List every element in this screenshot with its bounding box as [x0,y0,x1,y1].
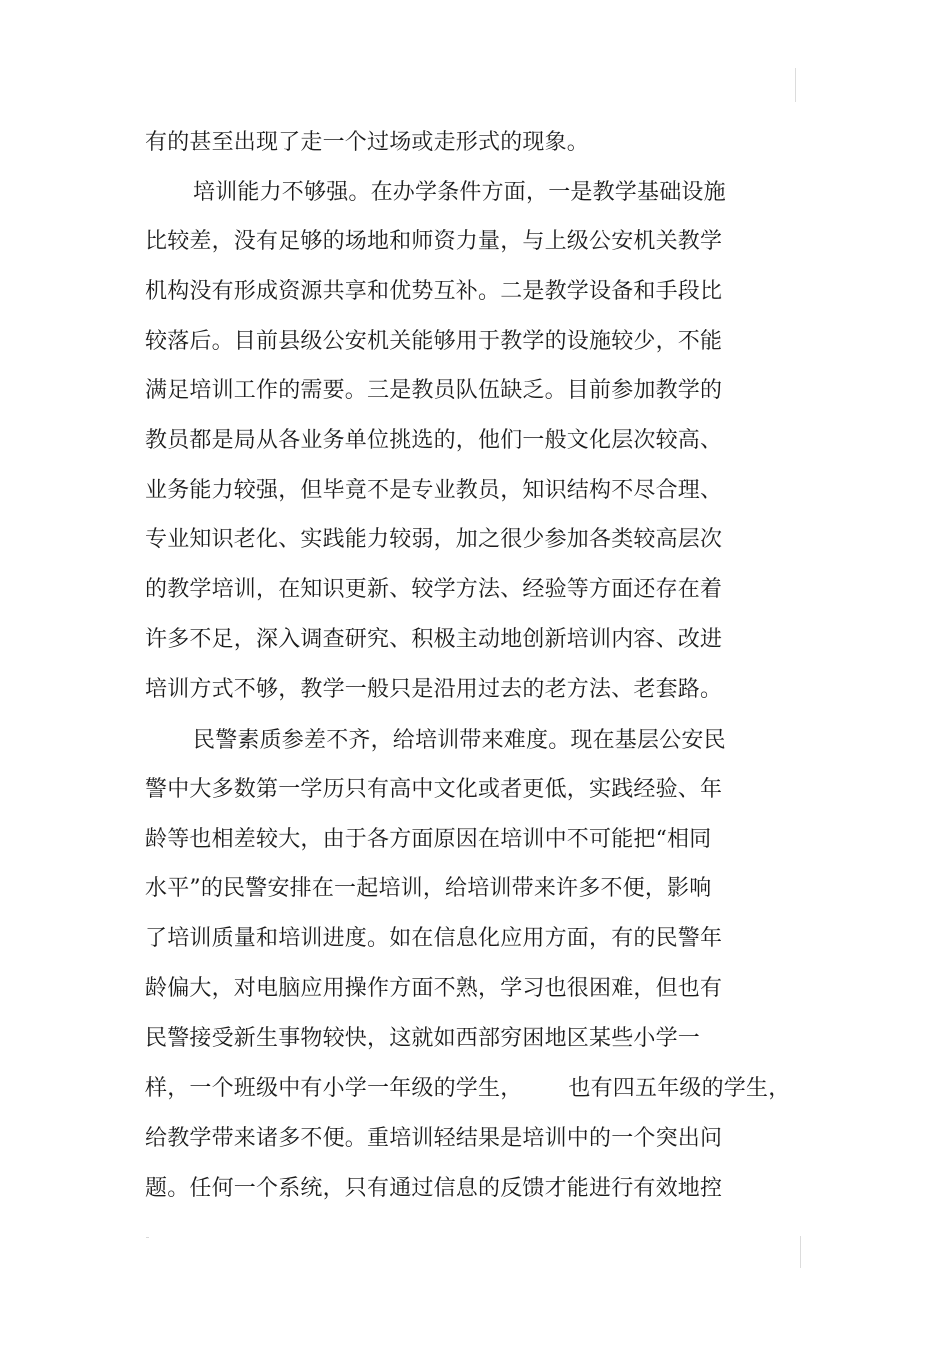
paragraph-line: 较落后。目前县级公安机关能够用于教学的设施较少，不能 [145,329,723,354]
paragraph-line: 了培训质量和培训进度。如在信息化应用方面，有的民警年 [145,926,723,951]
paragraph-line: 民警接受新生事物较快，这就如西部穷困地区某些小学一 [145,1026,701,1051]
paragraph-line: 龄偏大，对电脑应用操作方面不熟，学习也很困难，但也有 [145,976,723,1001]
paragraph-line: 业务能力较强，但毕竟不是专业教员，知识结构不尽合理、 [145,478,723,503]
paragraph-line: 警中大多数第一学历只有高中文化或者更低，实践经验、年 [145,777,723,802]
page-edge-mark-top [795,68,796,102]
paragraph-line [145,1074,790,1104]
paragraph-line: 龄等也相差较大，由于各方面原因在培训中不可能把“相同 [145,827,712,852]
paragraph-line: 水平”的民警安排在一起培训，给培训带来许多不便，影响 [145,876,712,901]
line-segment-left: 样，一个班级中有小学一年级的学生， [145,1076,523,1101]
paragraph-line: 许多不足，深入调查研究、积极主动地创新培训内容、改进 [145,627,723,652]
paragraph-line: 比较差，没有足够的场地和师资力量，与上级公安机关教学 [145,229,723,254]
page-edge-mark-bottom [800,1236,801,1268]
page-edge-mark-dot [146,1237,149,1238]
paragraph-line: 培训方式不够，教学一般只是沿用过去的老方法、老套路。 [145,677,723,702]
paragraph-line: 教员都是局从各业务单位挑选的，他们一般文化层次较高、 [145,428,723,453]
paragraph-line: 民警素质参差不齐，给培训带来难度。现在基层公安民 [193,728,726,753]
paragraph-line: 有的甚至出现了走一个过场或走形式的现象。 [145,130,590,155]
line-segment-right: 也有四五年级的学生， [568,1076,791,1101]
paragraph-line: 的教学培训，在知识更新、较学方法、经验等方面还存在着 [145,577,723,602]
paragraph-line: 满足培训工作的需要。三是教员队伍缺乏。目前参加教学的 [145,378,723,403]
paragraph-line: 给教学带来诸多不便。重培训轻结果是培训中的一个突出问 [145,1126,723,1151]
paragraph-line: 题。任何一个系统，只有通过信息的反馈才能进行有效地控 [145,1176,723,1201]
paragraph-line: 机构没有形成资源共享和优势互补。二是教学设备和手段比 [145,279,723,304]
paragraph-line: 培训能力不够强。在办学条件方面，一是教学基础设施 [193,180,726,205]
paragraph-line: 专业知识老化、实践能力较弱，加之很少参加各类较高层次 [145,527,723,552]
